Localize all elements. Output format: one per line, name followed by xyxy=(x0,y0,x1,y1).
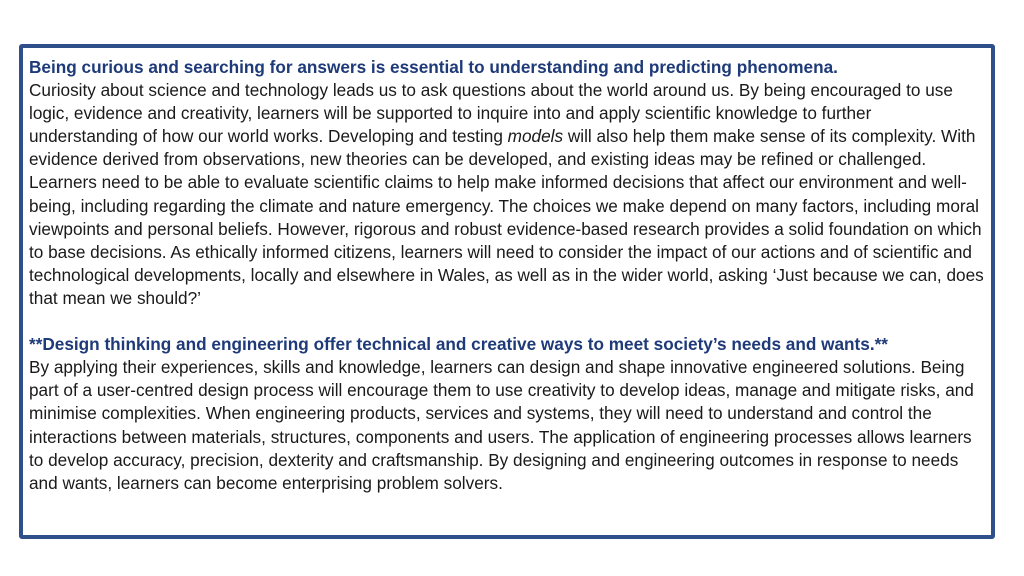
section2-heading: **Design thinking and engineering offer technical and creative ways to meet society’s needs and wants.** xyxy=(29,334,888,355)
section1-paragraph-1 xyxy=(29,79,985,171)
text-content xyxy=(29,56,985,495)
section1-paragraph-1-part-b: will also help them make sense of its complexity. With evidence derived from observations, new theories can be developed, and existing ideas may be refined or challenged. xyxy=(29,126,976,170)
section1-paragraph-1-part-a: Curiosity about science and technology leads us to ask questions about the world around us. By being encouraged to use logic, evidence and creativity, learners will be supported to inquire into and apply scientific knowledge to further understanding of how our world works. Developing and testing xyxy=(29,80,953,147)
section2-paragraph-1: By applying their experiences, skills and knowledge, learners can design and shape innovative engineered solutions. Being part of a user-centred design process will encourage them to use creativity to develop ideas, manage and mitigate risks, and minimise complexities. When engineering products, services and systems, they will need to understand and control the interactions between materials, structures, components and users. The application of engineering processes allows learners to develop accuracy, precision, dexterity and craftsmanship. By designing and engineering outcomes in response to needs and wants, learners can become enterprising problem solvers. xyxy=(29,357,974,493)
paragraph-spacer xyxy=(29,310,985,333)
text-box xyxy=(19,44,995,539)
section1-paragraph-2: Learners need to be able to evaluate scientific claims to help make informed decisions that affect our environment and well-being, including regarding the climate and nature emergency. The choices we make depend on many factors, including moral viewpoints and personal beliefs. However, rigorous and robust evidence-based research provides a solid foundation on which to base decisions. As ethically informed citizens, learners will need to consider the impact of our actions and of scientific and technological developments, locally and elsewhere in Wales, as well as in the wider world, asking ‘Just because we can, does that mean we should?’ xyxy=(29,172,984,308)
section1-heading: Being curious and searching for answers is essential to understanding and predicting phenomena. xyxy=(29,57,838,77)
section1-paragraph-1-emphasis: models xyxy=(507,126,564,147)
